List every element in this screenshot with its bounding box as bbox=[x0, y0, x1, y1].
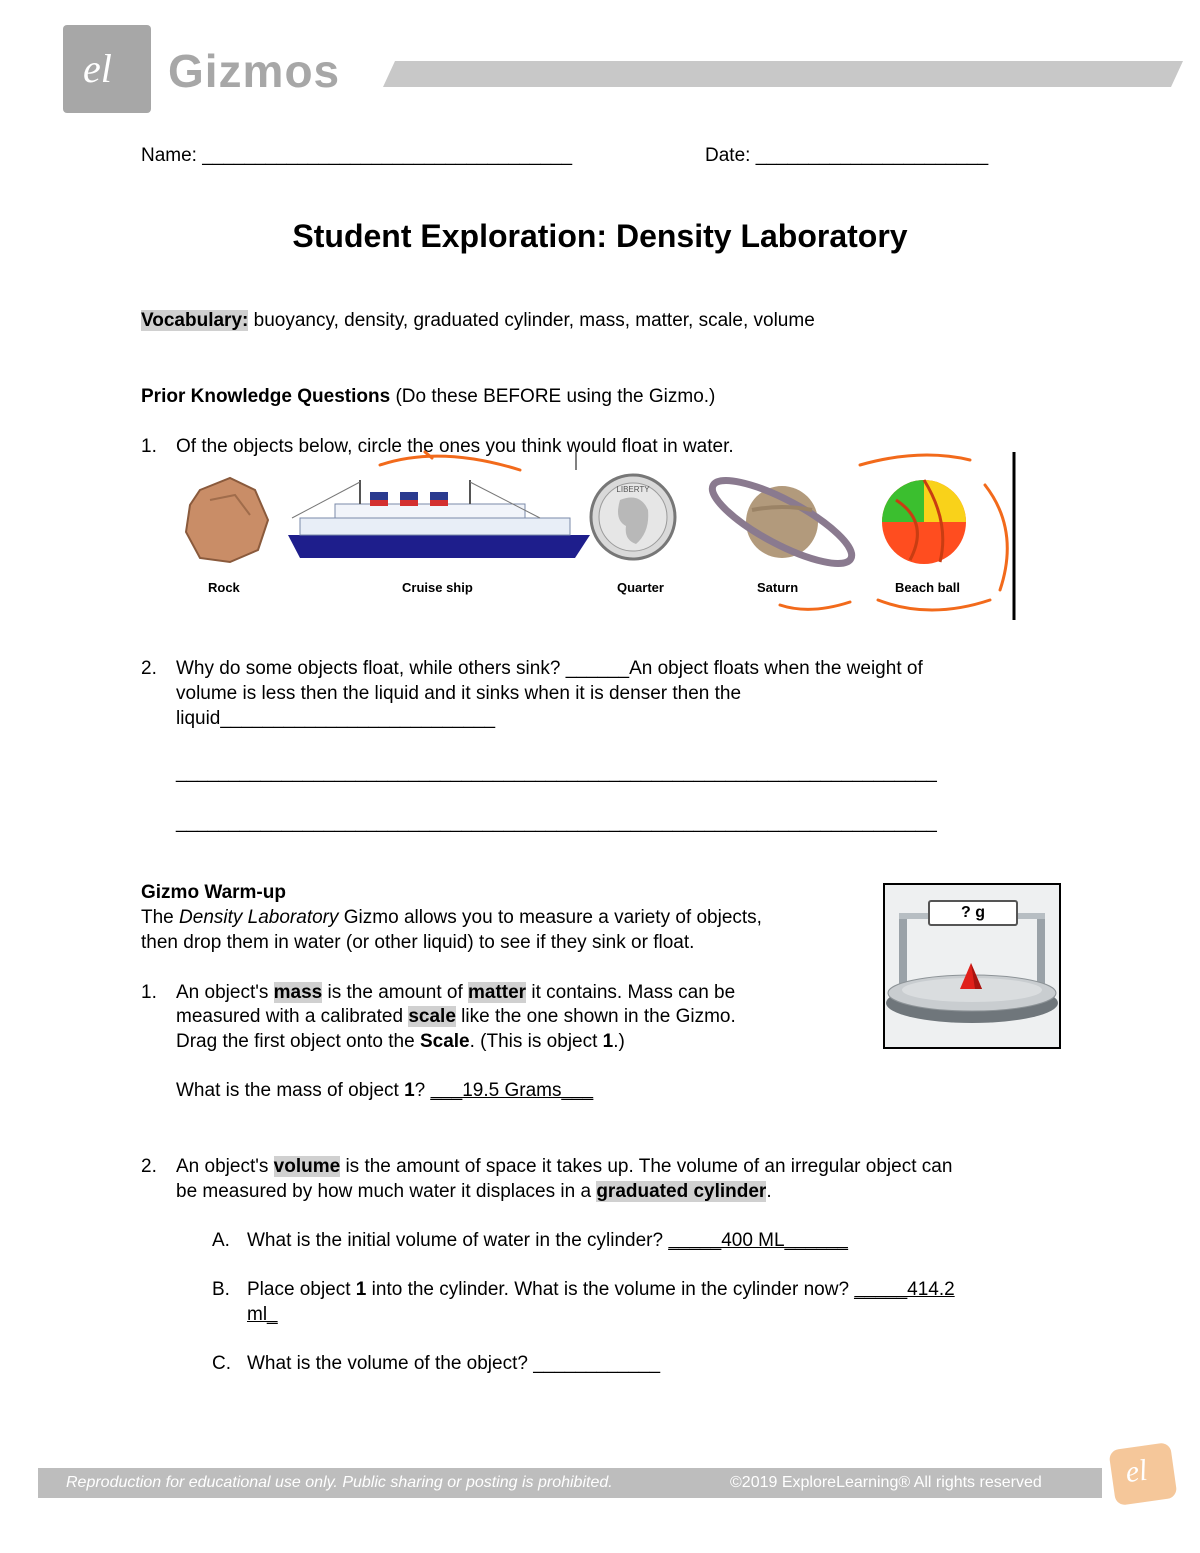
pk-q2-answer-line2: volume is less then the liquid and it sinks when it is denser then the bbox=[176, 683, 742, 704]
wu-q2-volume: volume bbox=[273, 1156, 341, 1177]
saturn-image bbox=[703, 466, 861, 578]
name-field bbox=[141, 143, 572, 168]
warmup-intro-line1 bbox=[141, 905, 762, 930]
wu-q1-t8: .) bbox=[613, 1031, 625, 1052]
wu-q2-t2: is the amount of space it takes up. The volume of an irregular object can bbox=[340, 1156, 953, 1177]
wu-q1-number: 1. bbox=[141, 982, 157, 1003]
wu-q1-t2: is the amount of bbox=[322, 982, 468, 1003]
rock-image bbox=[186, 478, 268, 562]
wu-q2-c-text: What is the volume of the object? bbox=[247, 1353, 534, 1374]
wu-q1-ask-post: ? bbox=[414, 1080, 431, 1101]
footer-disclaimer: Reproduction for educational use only. Public sharing or posting is prohibited. bbox=[66, 1474, 613, 1491]
footer-logo-text: el bbox=[1123, 1453, 1150, 1490]
wu-q1-line2 bbox=[176, 1004, 736, 1029]
pk-q2-blank-line-1: ________________________________________________________________________ bbox=[176, 762, 937, 783]
scale-image bbox=[883, 883, 1061, 1049]
wu-q1-t7: . (This is object bbox=[469, 1031, 603, 1052]
warmup-intro-line2: then drop them in water (or other liquid) to see if they sink or float. bbox=[141, 932, 695, 953]
scale-display: ? g bbox=[961, 904, 985, 921]
date-label: Date: bbox=[705, 145, 751, 166]
wu-q2-c bbox=[247, 1351, 660, 1376]
footer-copyright: ©2019 ExploreLearning® All rights reserved bbox=[730, 1474, 1042, 1491]
wu-q1-t6: Drag the first object onto the bbox=[176, 1031, 420, 1052]
wu-q1-mass: mass bbox=[273, 982, 323, 1003]
gizmos-logo bbox=[63, 25, 151, 113]
vocabulary bbox=[141, 308, 815, 333]
header-bar bbox=[383, 61, 1183, 87]
wu-q2-line1 bbox=[176, 1154, 952, 1179]
beach-ball-image bbox=[882, 480, 966, 564]
logo-mark: el bbox=[83, 46, 112, 91]
wu-q2-t1: An object's bbox=[176, 1156, 274, 1177]
date-field bbox=[705, 143, 988, 168]
quarter-text: LIBERTY bbox=[616, 485, 650, 494]
pk-q2-answer-line3: liquid bbox=[176, 708, 221, 729]
warmup-intro-italic: Density Laboratory bbox=[179, 907, 339, 928]
wu-q1-t3: it contains. Mass can be bbox=[526, 982, 736, 1003]
wu-q2-b-answer1: _____414.2 bbox=[854, 1279, 955, 1300]
wu-q2-line2 bbox=[176, 1179, 772, 1204]
prior-knowledge-note: (Do these BEFORE using the Gizmo.) bbox=[395, 386, 716, 407]
wu-q1-t1: An object's bbox=[176, 982, 274, 1003]
pk-q2-number: 2. bbox=[141, 658, 157, 679]
vocabulary-label: Vocabulary: bbox=[141, 310, 249, 331]
wu-q1-answer: ___19.5 Grams___ bbox=[430, 1080, 594, 1101]
wu-q2-a-letter: A. bbox=[212, 1230, 230, 1251]
wu-q2-b-letter: B. bbox=[212, 1279, 230, 1300]
brand-name: Gizmos bbox=[168, 45, 341, 97]
wu-q2-c-blank: ____________ bbox=[533, 1353, 661, 1374]
wu-q2-a-text: What is the initial volume of water in the cylinder? bbox=[247, 1230, 669, 1251]
saturn-label: Saturn bbox=[757, 580, 799, 595]
pk-q2-line1 bbox=[176, 656, 923, 681]
wu-q2-c-letter: C. bbox=[212, 1353, 231, 1374]
wu-q1-object-num: 1 bbox=[602, 1031, 614, 1052]
cruise-ship-image bbox=[288, 480, 590, 558]
date-blank: ______________________ bbox=[755, 145, 989, 166]
wu-q1-line3 bbox=[176, 1029, 625, 1054]
rock-label: Rock bbox=[208, 580, 240, 595]
wu-q2-t3: be measured by how much water it displaces in a bbox=[176, 1181, 597, 1202]
wu-q2-t4: . bbox=[766, 1181, 772, 1202]
prior-knowledge-heading: Prior Knowledge Questions bbox=[141, 386, 391, 407]
pk-q2-line3 bbox=[176, 706, 495, 731]
wu-q1-ask-num: 1 bbox=[404, 1080, 415, 1101]
wu-q2-a-answer: _____400 ML______ bbox=[668, 1230, 848, 1251]
wu-q1-t4: measured with a calibrated bbox=[176, 1006, 409, 1027]
warmup-intro-post: Gizmo allows you to measure a variety of objects, bbox=[338, 907, 762, 928]
wu-q2-a bbox=[247, 1228, 848, 1253]
pk-q2-blank-post: __________________________ bbox=[220, 708, 496, 729]
pk-q2-blank-pre: ______ bbox=[565, 658, 630, 679]
quarter-label: Quarter bbox=[617, 580, 664, 595]
pk-q2-answer-line1: An object floats when the weight of bbox=[629, 658, 923, 679]
wu-q2-b-answer2: ml_ bbox=[247, 1304, 278, 1325]
wu-q2-b-pre: Place object bbox=[247, 1279, 356, 1300]
wu-q2-b-num: 1 bbox=[355, 1279, 367, 1300]
wu-q1-scale: scale bbox=[408, 1006, 456, 1027]
wu-q1-ask bbox=[176, 1078, 593, 1103]
wu-q2-graduated-cylinder: graduated cylinder bbox=[596, 1181, 767, 1202]
prior-knowledge-heading-line bbox=[141, 384, 715, 409]
warmup-intro-pre: The bbox=[141, 907, 180, 928]
warmup-heading: Gizmo Warm-up bbox=[141, 882, 286, 903]
cruise-ship-label: Cruise ship bbox=[402, 580, 473, 595]
name-blank: ___________________________________ bbox=[202, 145, 573, 166]
name-label: Name: bbox=[141, 145, 197, 166]
pk-q2-prompt: Why do some objects float, while others sink? bbox=[176, 658, 561, 679]
wu-q2-number: 2. bbox=[141, 1156, 157, 1177]
wu-q2-b-post: into the cylinder. What is the volume in the cylinder now? bbox=[366, 1279, 855, 1300]
page-title: Student Exploration: Density Laboratory bbox=[292, 218, 908, 254]
pk-q2-blank-line-2: ________________________________________________________________________ bbox=[176, 812, 937, 833]
vocabulary-terms: buoyancy, density, graduated cylinder, mass, matter, scale, volume bbox=[253, 310, 815, 331]
wu-q1-line1 bbox=[176, 980, 735, 1005]
wu-q1-ask-pre: What is the mass of object bbox=[176, 1080, 405, 1101]
objects-figure bbox=[0, 440, 1200, 630]
wu-q2-b bbox=[247, 1277, 955, 1302]
wu-q1-scale-bold: Scale bbox=[419, 1031, 470, 1052]
wu-q1-matter: matter bbox=[468, 982, 527, 1003]
wu-q1-t5: like the one shown in the Gizmo. bbox=[455, 1006, 736, 1027]
quarter-image bbox=[591, 475, 675, 559]
pk-q1-number: 1. bbox=[141, 436, 157, 457]
beach-ball-label: Beach ball bbox=[895, 580, 961, 595]
pk-q1-text: Of the objects below, circle the ones you think would float in water. bbox=[176, 436, 734, 457]
footer-logo-mark bbox=[1108, 1442, 1177, 1506]
